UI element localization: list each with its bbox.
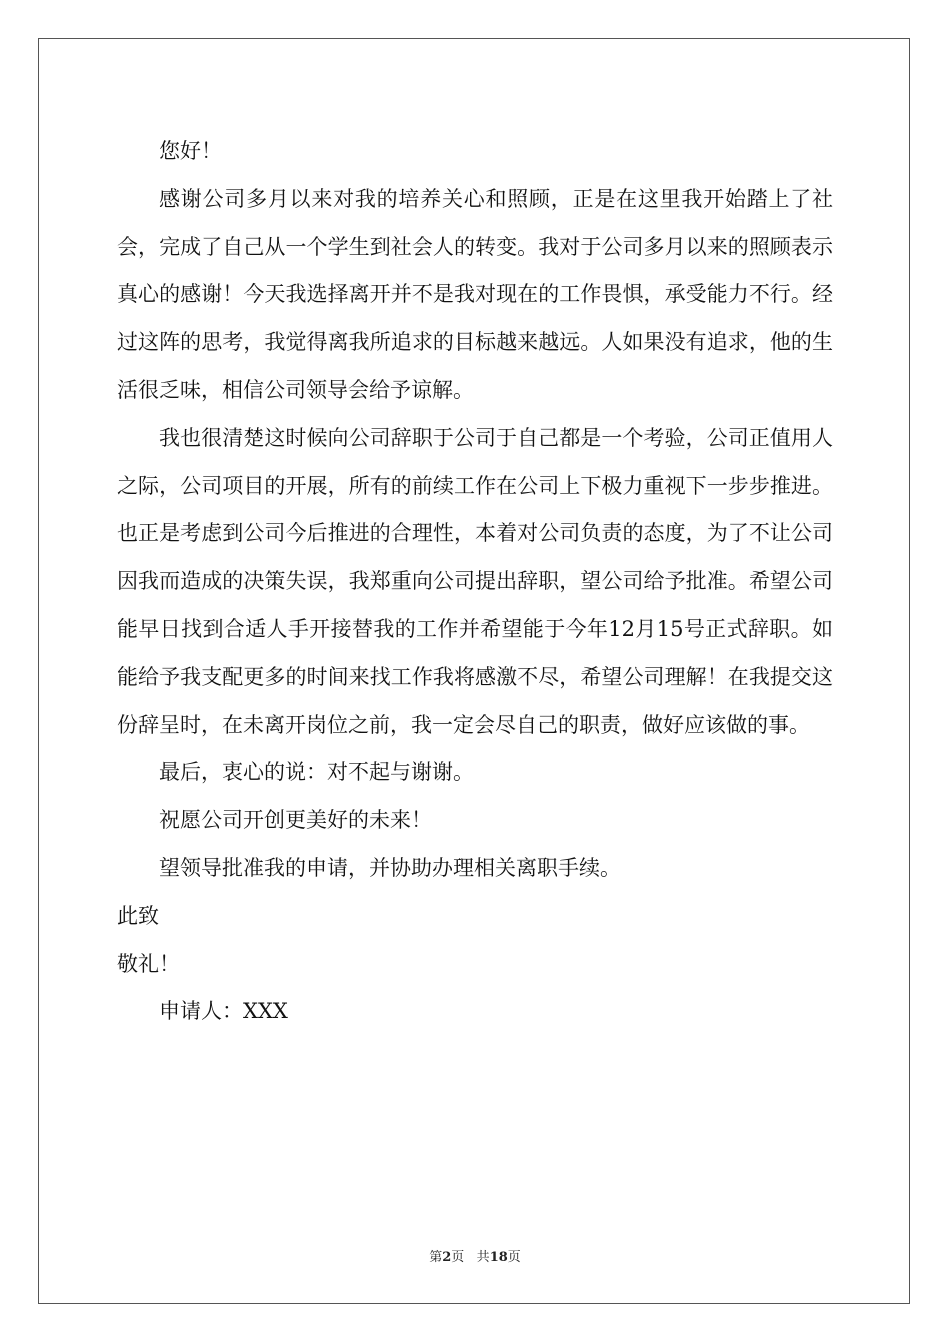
greeting: 您好！	[159, 139, 222, 163]
signature: 申请人：XXX	[159, 999, 288, 1024]
page-prefix: 第	[429, 1250, 443, 1265]
letter-body	[117, 128, 833, 1036]
paragraph-request: 望领导批准我的申请，并协助办理相关离职手续。	[159, 855, 621, 880]
total-prefix: 共	[476, 1250, 490, 1265]
page-footer	[0, 1246, 950, 1265]
page-current: 2	[442, 1250, 452, 1265]
paragraph-resignation-reason: 我也很清楚这时候向公司辞职于公司于自己都是一个考验，公司正值用人之际，公司项目的开展，所有的前续工作在公司上下极力重视下一步步推进。也正是考虑到公司今后推进的合理性，本着对公司负责的态度，为了不让公司因我而造成的决策失误，我郑重向公司提出辞职，望公司给予批准。希望公司能早日找到合适人手开接替我的工作并希望能于今年12月15号正式辞职。如能给予我支配更多的时间来找工作我将感激不尽，希望公司理解！在我提交这份辞呈时，在未离开岗位之前，我一定会尽自己的职责，做好应该做的事。	[117, 425, 833, 737]
total-suffix: 页	[507, 1250, 521, 1265]
closing-salutation: 此致	[117, 903, 159, 928]
page-suffix: 页	[451, 1250, 465, 1265]
page-total: 18	[489, 1250, 508, 1265]
closing-regards: 敬礼！	[117, 951, 180, 976]
paragraph-gratitude: 感谢公司多月以来对我的培养关心和照顾，正是在这里我开始踏上了社会，完成了自己从一个学生到社会人的转变。我对于公司多月以来的照顾表示真心的感谢！今天我选择离开并不是我对现在的工作畏惧，承受能力不行。经过这阵的思考，我觉得离我所追求的目标越来越远。人如果没有追求，他的生活很乏味，相信公司领导会给予谅解。	[117, 186, 833, 402]
paragraph-wishes: 祝愿公司开创更美好的未来！	[159, 808, 432, 833]
paragraph-apology: 最后，衷心的说：对不起与谢谢。	[159, 760, 474, 785]
